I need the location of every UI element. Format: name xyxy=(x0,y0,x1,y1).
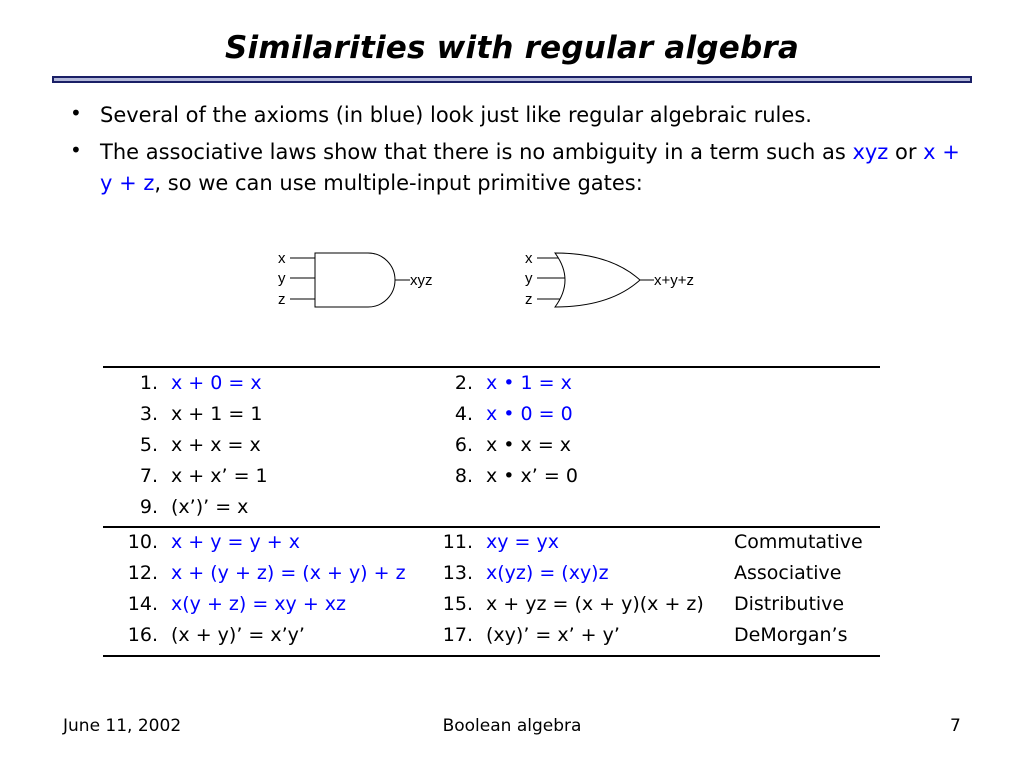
table-row xyxy=(103,624,880,655)
bullet-icon: • xyxy=(70,138,82,162)
or-gate-icon xyxy=(525,250,694,308)
table-row xyxy=(103,465,880,496)
bullet-term-sum: x + y + z xyxy=(100,140,960,195)
rule-expression: x + x’ = 1 xyxy=(171,465,268,487)
rule-expression: x + y = y + x xyxy=(171,531,300,553)
rule-expression: x + x = x xyxy=(171,434,261,456)
rule-expression: (x’)’ = x xyxy=(171,496,249,518)
table-rule-bottom xyxy=(103,655,880,657)
rule-expression: x • 1 = x xyxy=(486,372,572,394)
footer-date: June 11, 2002 xyxy=(63,716,182,736)
rule-number: 9. xyxy=(139,496,158,518)
and-input-label: x xyxy=(278,250,286,267)
law-label: DeMorgan’s xyxy=(734,624,848,646)
or-output-label: x+y+z xyxy=(654,272,695,289)
rule-number: 12. xyxy=(127,562,158,584)
table-row xyxy=(103,496,880,527)
rule-number: 15. xyxy=(442,593,473,615)
rule-number: 5. xyxy=(139,434,158,456)
rule-expression: x + yz = (x + y)(x + z) xyxy=(486,593,704,615)
rule-number: 16. xyxy=(127,624,158,646)
gates-diagram xyxy=(260,245,740,315)
bullet-text-post: , so we can use multiple-input primitive gates: xyxy=(154,171,643,195)
rule-expression: (xy)’ = x’ + y’ xyxy=(486,624,620,646)
rule-number: 8. xyxy=(454,465,473,487)
and-gate-icon xyxy=(278,250,433,308)
bullet-text: Several of the axioms (in blue) look just like regular algebraic rules. xyxy=(100,103,812,127)
rule-number: 2. xyxy=(454,372,473,394)
table-rule-middle xyxy=(103,526,880,528)
bullet-icon: • xyxy=(70,101,82,125)
table-row xyxy=(103,403,880,434)
rule-number: 4. xyxy=(454,403,473,425)
rule-expression: x • 0 = 0 xyxy=(486,403,573,425)
or-input-label: z xyxy=(525,291,533,308)
or-input-label: y xyxy=(525,270,533,287)
table-row xyxy=(103,372,880,403)
rule-expression: xy = yx xyxy=(486,531,559,553)
rule-expression: (x + y)’ = x’y’ xyxy=(171,624,305,646)
bullet-item xyxy=(70,137,970,199)
rule-number: 17. xyxy=(442,624,473,646)
footer-page-number: 7 xyxy=(950,716,961,736)
and-input-label: y xyxy=(278,270,286,287)
rule-number: 1. xyxy=(139,372,158,394)
bullet-text-pre: The associative laws show that there is no ambiguity in a term such as xyxy=(100,140,853,164)
rule-number: 14. xyxy=(127,593,158,615)
bullet-item xyxy=(70,100,970,131)
table-row xyxy=(103,434,880,465)
and-output-label: xyz xyxy=(410,272,433,289)
bullet-term-xyz: xyz xyxy=(852,140,889,164)
slide-title: Similarities with regular algebra xyxy=(225,30,799,66)
table-rule-top xyxy=(103,366,880,368)
table-row xyxy=(103,593,880,624)
title-divider xyxy=(52,76,972,83)
rule-number: 7. xyxy=(139,465,158,487)
rule-number: 3. xyxy=(139,403,158,425)
footer-topic: Boolean algebra xyxy=(442,716,582,736)
rule-expression: x + 0 = x xyxy=(171,372,262,394)
rule-number: 10. xyxy=(127,531,158,553)
rule-expression: x(y + z) = xy + xz xyxy=(171,593,346,615)
rule-expression: x + 1 = 1 xyxy=(171,403,263,425)
rule-expression: x • x = x xyxy=(486,434,572,456)
bullet-text-mid: or xyxy=(888,140,924,164)
rule-number: 11. xyxy=(442,531,473,553)
or-input-label: x xyxy=(525,250,533,267)
rule-expression: x • x’ = 0 xyxy=(486,465,578,487)
table-row xyxy=(103,562,880,593)
rule-expression: x(yz) = (xy)z xyxy=(486,562,609,584)
rule-expression: x + (y + z) = (x + y) + z xyxy=(171,562,406,584)
table-row xyxy=(103,531,880,562)
bullet-list xyxy=(70,100,970,205)
law-label: Commutative xyxy=(734,531,863,553)
law-label: Associative xyxy=(734,562,842,584)
and-input-label: z xyxy=(278,291,286,308)
law-label: Distributive xyxy=(734,593,845,615)
rule-number: 6. xyxy=(454,434,473,456)
rule-number: 13. xyxy=(442,562,473,584)
